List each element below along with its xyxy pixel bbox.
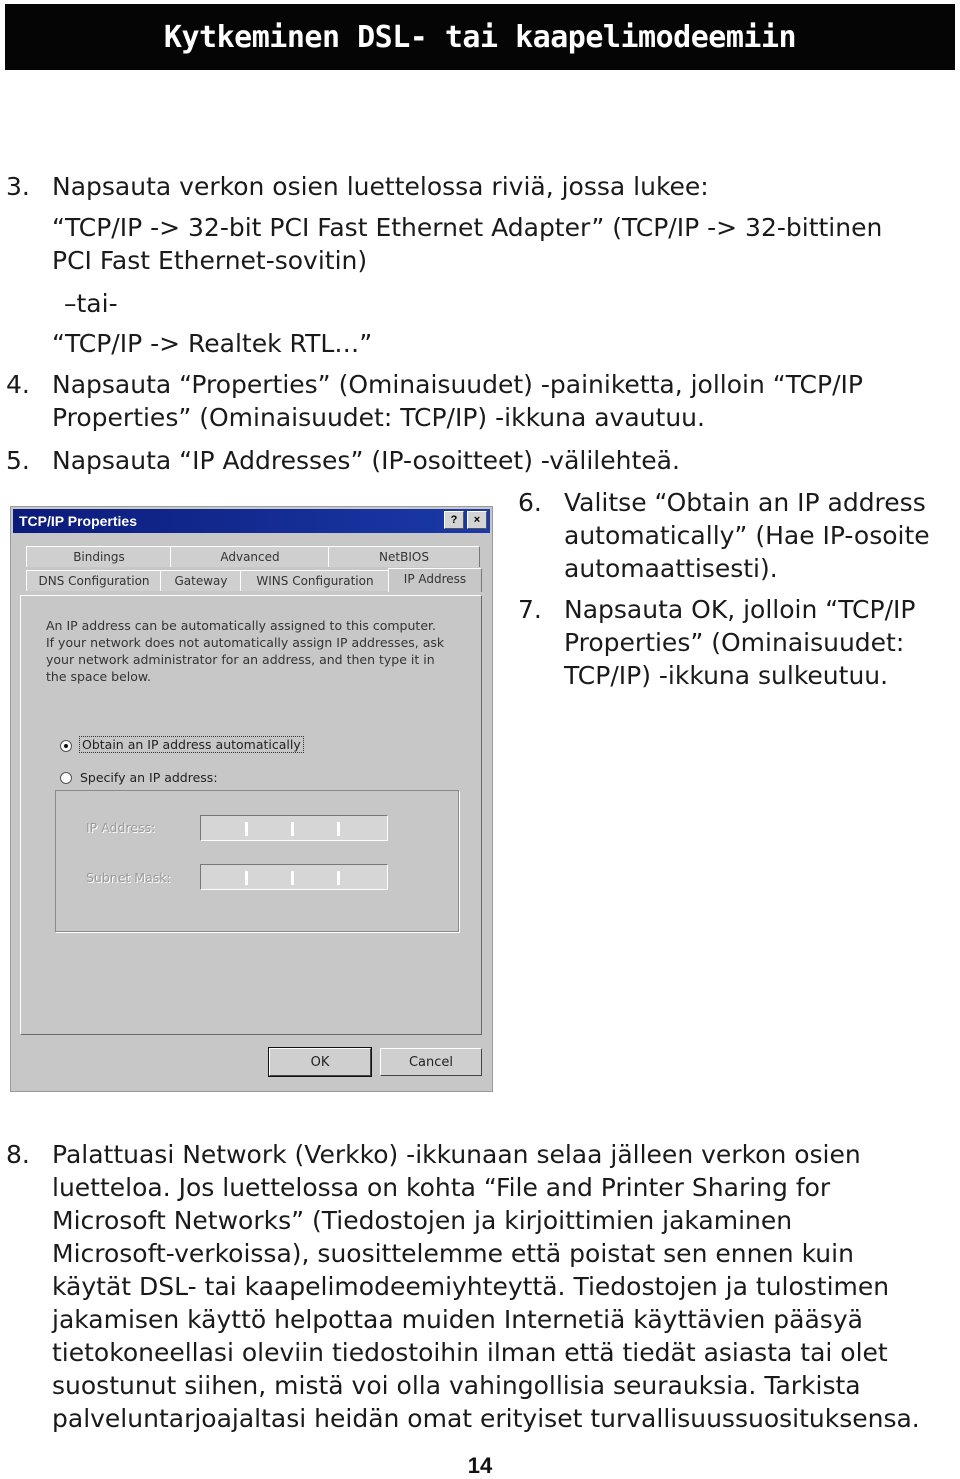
specify-ip-label[interactable]: Specify an IP address: [80,770,221,785]
page-header [5,4,955,70]
dialog-titlebar [13,509,490,533]
cancel-button[interactable] [380,1048,482,1076]
step-number: 6. [518,488,542,517]
subnet-mask-label: Subnet Mask: [86,870,171,885]
ip-address-input[interactable] [200,815,388,841]
help-icon: ? [450,514,458,526]
page-header-title: Kytkeminen DSL- tai kaapelimodeemiin [163,19,797,55]
step-text: Napsauta verkon osien luettelossa riviä, jossa lukee: [52,172,709,201]
step-7-line: Properties” (Ominaisuudet: [564,628,905,657]
tab-gateway[interactable]: Gateway [160,570,242,591]
step-text: Napsauta “Properties” (Ominaisuudet) -painiketta, jolloin “TCP/IP [52,370,863,399]
step-number: 4. [6,370,30,399]
page-number: 14 [467,1453,493,1478]
step-7-line: TCP/IP) -ikkuna sulkeutuu. [564,661,889,690]
step-4-line: Properties” (Ominaisuudet: TCP/IP) -ikkuna avautuu. [52,403,705,432]
tab-wins-configuration[interactable]: WINS Configuration [240,570,390,591]
step-3-line: PCI Fast Ethernet-sovitin) [52,246,368,275]
specify-ip-radio[interactable] [60,772,72,784]
close-button[interactable] [467,511,487,529]
step-6-line: automatically” (Hae IP-osoite [564,521,930,550]
ip-separator [337,871,340,885]
close-icon: × [473,514,481,526]
step-text: Napsauta “IP Addresses” (IP-osoitteet) -välilehteä. [52,446,680,475]
step-8-line: suostunut siihen, mistä voi olla vahingollisia seurauksia. Tarkista [52,1371,861,1400]
dialog-description-line: the space below. [46,669,151,684]
step-text: Napsauta OK, jolloin “TCP/IP [564,595,916,624]
step-number: 8. [6,1140,30,1169]
dialog-title: TCP/IP Properties [19,513,138,529]
tab-advanced[interactable]: Advanced [170,546,330,567]
step-8-line: Microsoft Networks” (Tiedostojen ja kirjoittimien jakaminen [52,1206,793,1235]
step-number: 5. [6,446,30,475]
ip-separator [245,871,248,885]
step-8-line: käytät DSL- tai kaapelimodeemiyhteyttä. Tiedostojen ja tulostimen [52,1272,890,1301]
ip-separator [337,822,340,836]
step-text: Valitse “Obtain an IP address [564,488,926,517]
dialog-description-line: your network administrator for an address, and then type it in [46,652,435,667]
tab-ip-address[interactable]: IP Address [388,568,482,592]
tab-bindings[interactable]: Bindings [26,546,172,567]
ok-button-label: OK [310,1054,330,1070]
step-8-line: tietokoneellasi oleviin tiedostoihin ilman että tiedät asiasta tai olet [52,1338,888,1367]
obtain-ip-label[interactable]: Obtain an IP address automatically [82,737,301,752]
ok-button[interactable] [269,1048,371,1076]
subnet-mask-input[interactable] [200,864,388,890]
step-6-line: automaattisesti). [564,554,778,583]
dialog-description-line: If your network does not automatically assign IP addresses, ask [46,635,445,650]
step-3-line: “TCP/IP -> Realtek RTL…” [52,329,373,358]
step-number: 7. [518,595,542,624]
step-8-line: Microsoft-verkoissa), suosittelemme että poistat sen ennen kuin [52,1239,854,1268]
cancel-button-label: Cancel [408,1054,454,1070]
help-button[interactable] [444,511,464,529]
step-8-line: palveluntarjoajaltasi heidän omat erityiset turvallisuussuosituksensa. [52,1404,920,1433]
step-8-line: jakamisen käyttö helpottaa muiden Internetiä käyttävien pääsyä [52,1305,863,1334]
ip-separator [291,871,294,885]
dialog-description-line: An IP address can be automatically assigned to this computer. [46,618,436,633]
step-number: 3. [6,172,30,201]
step-3-line: –tai- [64,289,118,318]
tab-netbios[interactable]: NetBIOS [328,546,480,567]
ip-address-label: IP Address: [86,820,156,835]
ip-separator [291,822,294,836]
ip-settings-group [55,790,459,932]
step-text: Palattuasi Network (Verkko) -ikkunaan selaa jälleen verkon osien [52,1140,861,1169]
step-8-line: luetteloa. Jos luettelossa on kohta “File and Printer Sharing for [52,1173,831,1202]
step-3-line: “TCP/IP -> 32-bit PCI Fast Ethernet Adapter” (TCP/IP -> 32-bittinen [52,213,883,242]
ip-separator [245,822,248,836]
tab-dns-configuration[interactable]: DNS Configuration [26,570,162,591]
obtain-ip-radio[interactable] [60,740,72,752]
